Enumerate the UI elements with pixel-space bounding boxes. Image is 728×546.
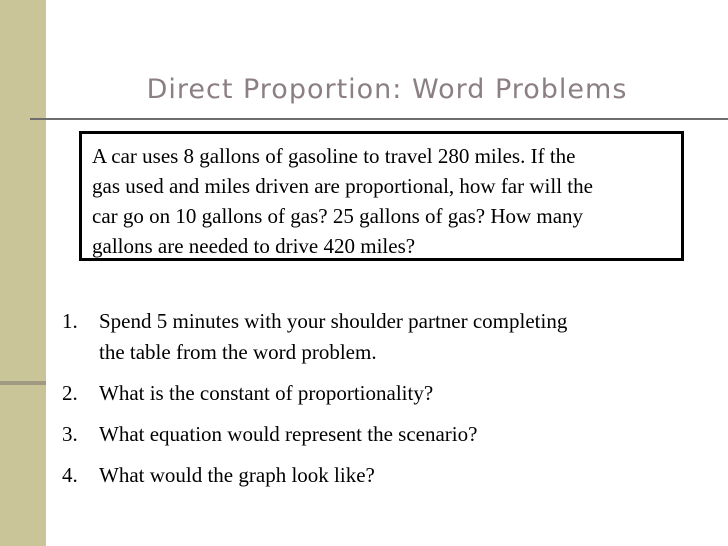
question-item (62, 306, 712, 368)
question-number: 3. (62, 422, 78, 446)
question-line: What would the graph look like? (99, 463, 375, 487)
problem-line: car go on 10 gallons of gas? 25 gallons of gas? How many (92, 204, 584, 228)
problem-line: A car uses 8 gallons of gasoline to travel 280 miles. If the (92, 144, 576, 168)
problem-line: gas used and miles driven are proportional, how far will the (92, 174, 593, 198)
question-line: What is the constant of proportionality? (99, 381, 434, 405)
problem-line: gallons are needed to drive 420 miles? (92, 234, 416, 258)
question-line: the table from the word problem. (99, 340, 377, 364)
question-line: Spend 5 minutes with your shoulder partner completing (99, 309, 568, 333)
side-marker-line (0, 381, 46, 385)
question-item (62, 419, 712, 450)
question-text (99, 378, 433, 409)
question-text (99, 419, 477, 450)
question-list (62, 306, 712, 501)
question-item (62, 378, 712, 409)
slide-title: Direct Proportion: Word Problems (146, 74, 628, 105)
title-divider (30, 118, 728, 120)
question-item (62, 460, 712, 491)
question-number: 1. (62, 309, 78, 333)
question-number: 2. (62, 381, 78, 405)
word-problem-box (79, 131, 684, 261)
question-line: What equation would represent the scenario? (99, 422, 478, 446)
side-accent-bar (0, 0, 46, 546)
question-text (99, 306, 567, 368)
question-number: 4. (62, 463, 78, 487)
question-text (99, 460, 375, 491)
